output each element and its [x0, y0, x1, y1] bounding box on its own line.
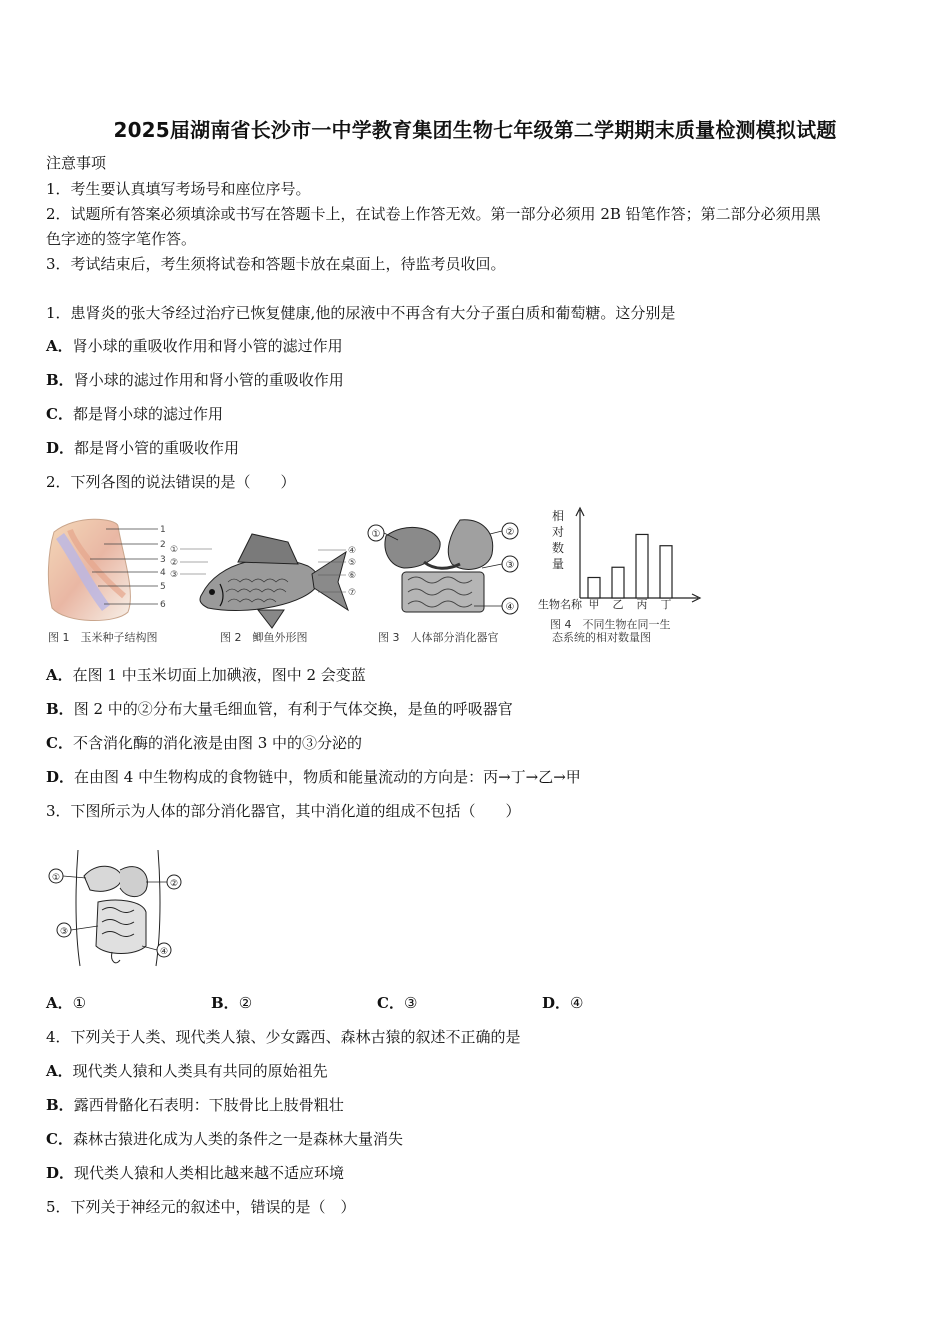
- fig2-label: ②: [170, 558, 179, 568]
- fig3-caption: 图 3 人体部分消化器官: [378, 631, 499, 644]
- option-text: 现代类人猿和人类具有共同的原始祖先: [72, 1062, 328, 1080]
- q3-fig-label: ①: [51, 873, 61, 883]
- option-text: 肾小球的滤过作用和肾小管的重吸收作用: [73, 371, 344, 389]
- option-letter: D．: [542, 994, 571, 1012]
- question-1-stem: 1．患肾炎的张大爷经过治疗已恢复健康,他的尿液中不再含有大分子蛋白质和葡萄糖。这分别是: [46, 304, 676, 322]
- chart-bar-丁: [660, 546, 672, 598]
- option-letter: D．: [46, 1164, 75, 1182]
- q4-option-a: [46, 1060, 328, 1081]
- fig2-label: ⑥: [348, 571, 357, 581]
- fig2-label: ④: [348, 546, 357, 556]
- q3-fig-label: ②: [169, 879, 179, 889]
- fig2-label: ①: [170, 545, 179, 555]
- chart-ylabel-char: 对: [551, 525, 565, 539]
- fig4-caption-line1: 图 4 不同生物在同一生: [550, 618, 671, 631]
- fig2-label: ⑦: [348, 588, 357, 598]
- q3-option-a: [46, 992, 86, 1013]
- q1-option-d: [46, 437, 239, 458]
- q3-fig-label: ④: [159, 947, 169, 957]
- q2-option-a: [46, 664, 366, 685]
- fig1-label: 6: [160, 600, 166, 610]
- option-letter: A．: [46, 1062, 73, 1080]
- option-letter: D．: [46, 768, 75, 786]
- question-3-stem: 3．下图所示为人体的部分消化器官，其中消化道的组成不包括（ ）: [46, 802, 521, 820]
- option-letter: A．: [46, 994, 73, 1012]
- fig3-label: ②: [505, 527, 515, 538]
- question-2-stem: 2．下列各图的说法错误的是（ ）: [46, 473, 296, 491]
- option-text: 现代类人猿和人类相比越来越不适应环境: [74, 1164, 345, 1182]
- fig1-label: 4: [160, 568, 166, 578]
- q4-option-b: [46, 1094, 344, 1115]
- option-text: 都是肾小管的重吸收作用: [74, 439, 240, 457]
- option-letter: B．: [46, 371, 74, 389]
- chart-x-tick-label: 丙: [636, 598, 648, 611]
- option-letter: B．: [211, 994, 239, 1012]
- q4-option-d: [46, 1162, 344, 1183]
- fig1-caption: 图 1 玉米种子结构图: [48, 631, 158, 644]
- option-text: ①: [72, 994, 87, 1012]
- option-letter: C．: [46, 1130, 73, 1148]
- figure-carp: [168, 512, 358, 648]
- fig3-label: ④: [505, 602, 515, 613]
- page-title: 2025届湖南省长沙市一中学教育集团生物七年级第二学期期末质量检测模拟试题: [113, 118, 837, 142]
- figure-bar-chart: [536, 504, 706, 650]
- option-letter: B．: [46, 1096, 74, 1114]
- notice-item: 2．试题所有答案必须填涂或书写在答题卡上，在试卷上作答无效。第一部分必须用 2B 铅笔作答；第二部分必须用黑: [46, 205, 821, 223]
- q1-option-c: [46, 403, 223, 424]
- chart-bar-甲: [588, 578, 600, 599]
- option-text: 不含消化酶的消化液是由图 3 中的③分泌的: [72, 734, 363, 752]
- option-letter: D．: [46, 439, 75, 457]
- q2-option-d: [46, 766, 581, 787]
- option-letter: A．: [46, 666, 73, 684]
- notice-item: 色字迹的签字笔作答。: [46, 230, 197, 248]
- chart-bar-乙: [612, 567, 624, 598]
- fig1-label: 1: [160, 525, 166, 535]
- q3-option-b: [211, 992, 252, 1013]
- chart-ylabel-char: 数: [551, 541, 565, 555]
- figure-q3-digestive: [46, 846, 186, 972]
- option-text: 肾小球的重吸收作用和肾小管的滤过作用: [72, 337, 343, 355]
- fig1-label: 3: [160, 555, 166, 565]
- fig2-label: ⑤: [348, 558, 357, 568]
- fig2-label: ③: [170, 570, 179, 580]
- option-text: 都是肾小球的滤过作用: [72, 405, 223, 423]
- chart-x-tick-label: 丁: [660, 598, 672, 611]
- option-text: ②: [238, 994, 253, 1012]
- chart-x-tick-label: 乙: [612, 598, 624, 611]
- option-text: 森林古猿进化成为人类的条件之一是森林大量消失: [72, 1130, 403, 1148]
- option-text: 在图 1 中玉米切面上加碘液，图中 2 会变蓝: [72, 666, 366, 684]
- chart-bar-丙: [636, 534, 648, 598]
- fig3-label: ③: [505, 560, 515, 571]
- chart-x-tick-label: 甲: [588, 598, 600, 611]
- option-letter: C．: [377, 994, 404, 1012]
- chart-ylabel-char: 量: [551, 557, 565, 571]
- q3-option-d: [542, 992, 583, 1013]
- option-letter: A．: [46, 337, 73, 355]
- option-text: 露西骨骼化石表明：下肢骨比上肢骨粗壮: [73, 1096, 344, 1114]
- q4-option-c: [46, 1128, 403, 1149]
- option-letter: C．: [46, 734, 73, 752]
- option-text: 在由图 4 中生物构成的食物链中，物质和能量流动的方向是：丙→丁→乙→甲: [74, 768, 581, 786]
- option-letter: B．: [46, 700, 74, 718]
- fig3-label: ①: [371, 529, 381, 540]
- q1-option-b: [46, 369, 344, 390]
- chart-xlabel: 生物名称: [538, 598, 582, 611]
- fig1-label: 5: [160, 582, 166, 592]
- figure-digestive-organs: [364, 512, 530, 648]
- fig4-caption-line2: 态系统的相对数量图: [552, 631, 651, 644]
- fig2-caption: 图 2 鲫鱼外形图: [220, 631, 308, 644]
- question-5-stem: 5．下列关于神经元的叙述中，错误的是（ ）: [46, 1198, 356, 1216]
- option-text: 图 2 中的②分布大量毛细血管，有利于气体交换，是鱼的呼吸器官: [73, 700, 513, 718]
- option-letter: C．: [46, 405, 73, 423]
- question-4-stem: 4．下列关于人类、现代类人猿、少女露西、森林古猿的叙述不正确的是: [46, 1028, 521, 1046]
- q2-option-b: [46, 698, 513, 719]
- notice-item: 1．考生要认真填写考场号和座位序号。: [46, 180, 311, 198]
- q1-option-a: [46, 335, 343, 356]
- option-text: ③: [403, 994, 418, 1012]
- option-text: ④: [570, 994, 584, 1012]
- fig1-label: 2: [160, 540, 166, 550]
- q3-fig-label: ③: [59, 927, 69, 937]
- q3-option-c: [377, 992, 417, 1013]
- notice-heading: 注意事项: [46, 154, 107, 172]
- notice-item: 3．考试结束后，考生须将试卷和答题卡放在桌面上，待监考员收回。: [46, 255, 506, 273]
- q2-option-c: [46, 732, 362, 753]
- figure-corn-seed: [46, 512, 174, 648]
- chart-ylabel-char: 相: [551, 509, 565, 523]
